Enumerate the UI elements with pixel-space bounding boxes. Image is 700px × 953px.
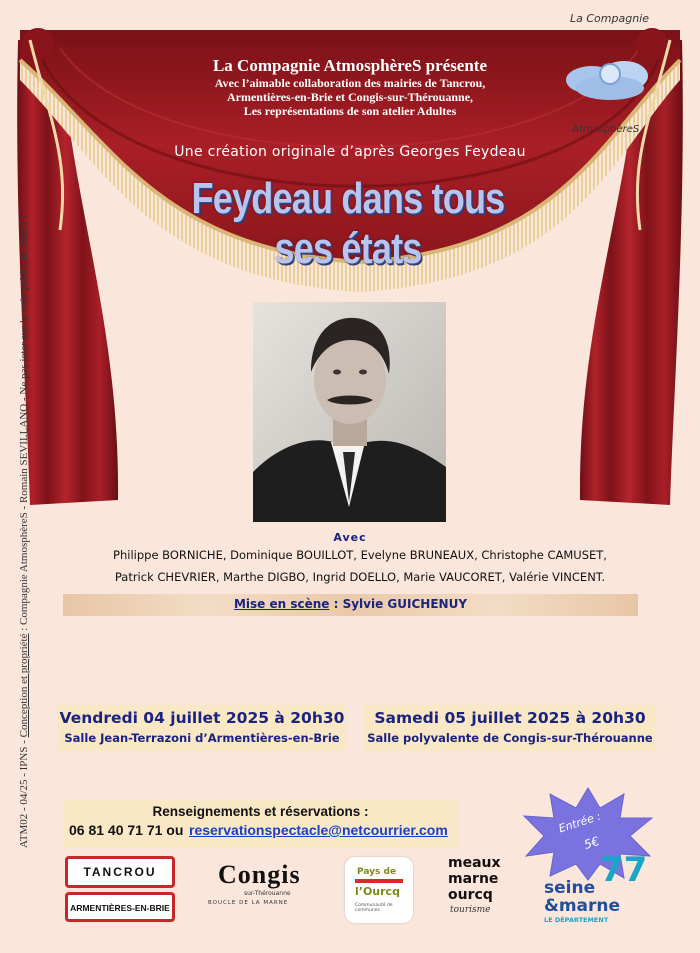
direction-label: Mise en scène	[233, 597, 330, 611]
seine-et-marne-logo	[540, 850, 648, 928]
ourcq-logo-line-2: l’Ourcq	[355, 885, 400, 898]
seine-logo-sub: LE DÉPARTEMENT	[544, 916, 609, 924]
subtitle: Une création originale d’après Georges Feydeau	[174, 144, 526, 160]
legal-side-text-part-1: ATM02 - 04/25 - IPNS -	[18, 737, 30, 848]
reservations-phone: 06 81 40 71 71 ou	[69, 822, 184, 838]
direction-separator: :	[329, 597, 343, 611]
cast-heading: Avec	[333, 531, 367, 544]
header-line-2: Armentières-en-Brie et Congis-sur-Thérouanne,	[226, 90, 474, 104]
cast-line-2: Patrick CHEVRIER, Marthe DIGBO, Ingrid DOELLO, Marie VAUCORET, Valérie VINCENT.	[114, 570, 606, 584]
ourcq-logo-stripe	[355, 879, 403, 883]
show-title: Feydeau dans tous ses états	[191, 174, 505, 273]
date-box-2	[364, 705, 656, 751]
armentieres-logo: ARMENTIÈRES-EN-BRIE	[65, 892, 175, 922]
meaux-marne-ourcq-logo	[440, 855, 520, 927]
date-1: Vendredi 04 juillet 2025 à 20h30	[59, 709, 345, 727]
legal-side-text	[18, 158, 30, 848]
company-logo-top-label: La Compagnie	[570, 12, 649, 25]
ourcq-logo-line-1: Pays de	[357, 867, 397, 877]
header-line-1: Avec l’aimable collaboration des mairies de Tancrou,	[214, 76, 486, 90]
reservations-box	[63, 800, 458, 848]
legal-side-text-part-3: : Compagnie AtmosphèreS - Romain SEVILLANO - Ne pas jeter sur la voie publique, merci !	[18, 215, 30, 634]
seine-logo-line-2: &marne	[544, 896, 621, 916]
reservations-email-link[interactable]: reservationspectacle@netcourrier.com	[189, 822, 448, 838]
cast-line-1: Philippe BORNICHE, Dominique BOUILLOT, Evelyne BRUNEAUX, Christophe CAMUSET,	[113, 548, 607, 562]
direction-name: Sylvie GUICHENUY	[342, 597, 468, 611]
legal-side-text-part-2: Conception et propriété	[18, 633, 30, 738]
meaux-logo-line-3: ourcq	[448, 887, 493, 903]
meaux-logo-line-2: marne	[448, 871, 499, 887]
tancrou-logo: TANCROU	[65, 856, 175, 888]
portrait-photo	[253, 302, 446, 522]
venue-1: Salle Jean-Terrazoni d’Armentières-en-Brie	[64, 731, 340, 745]
congis-logo-name: Congis	[218, 860, 301, 889]
venue-2: Salle polyvalente de Congis-sur-Thérouanne	[367, 731, 653, 745]
date-2: Samedi 05 juillet 2025 à 20h30	[374, 709, 646, 727]
header-line-3: Les représentations de son atelier Adultes	[243, 104, 457, 118]
cloud-sun-icon	[562, 52, 662, 112]
entry-label: Entrée :	[557, 809, 603, 836]
header-title: La Compagnie AtmosphèreS présente	[212, 56, 488, 75]
congis-logo	[200, 856, 330, 920]
congis-logo-tag: BOUCLE DE LA MARNE	[208, 900, 289, 906]
pays-ourcq-logo	[345, 857, 413, 923]
date-box-1	[58, 705, 346, 751]
seine-logo-line-1: seine	[544, 878, 596, 898]
meaux-logo-line-1: meaux	[448, 855, 501, 871]
seine-logo-number: 77	[600, 850, 648, 890]
congis-logo-sub: sur-Thérouanne	[244, 890, 291, 897]
company-logo	[560, 12, 670, 142]
entry-price: 5€	[582, 833, 602, 853]
company-logo-bottom-label: AtmosphèreS	[572, 124, 640, 135]
direction-credit	[63, 597, 638, 611]
reservations-title: Renseignements et réservations :	[152, 804, 369, 819]
meaux-logo-line-4: tourisme	[450, 905, 491, 915]
ourcq-logo-sub: Communauté de communes	[355, 903, 393, 913]
